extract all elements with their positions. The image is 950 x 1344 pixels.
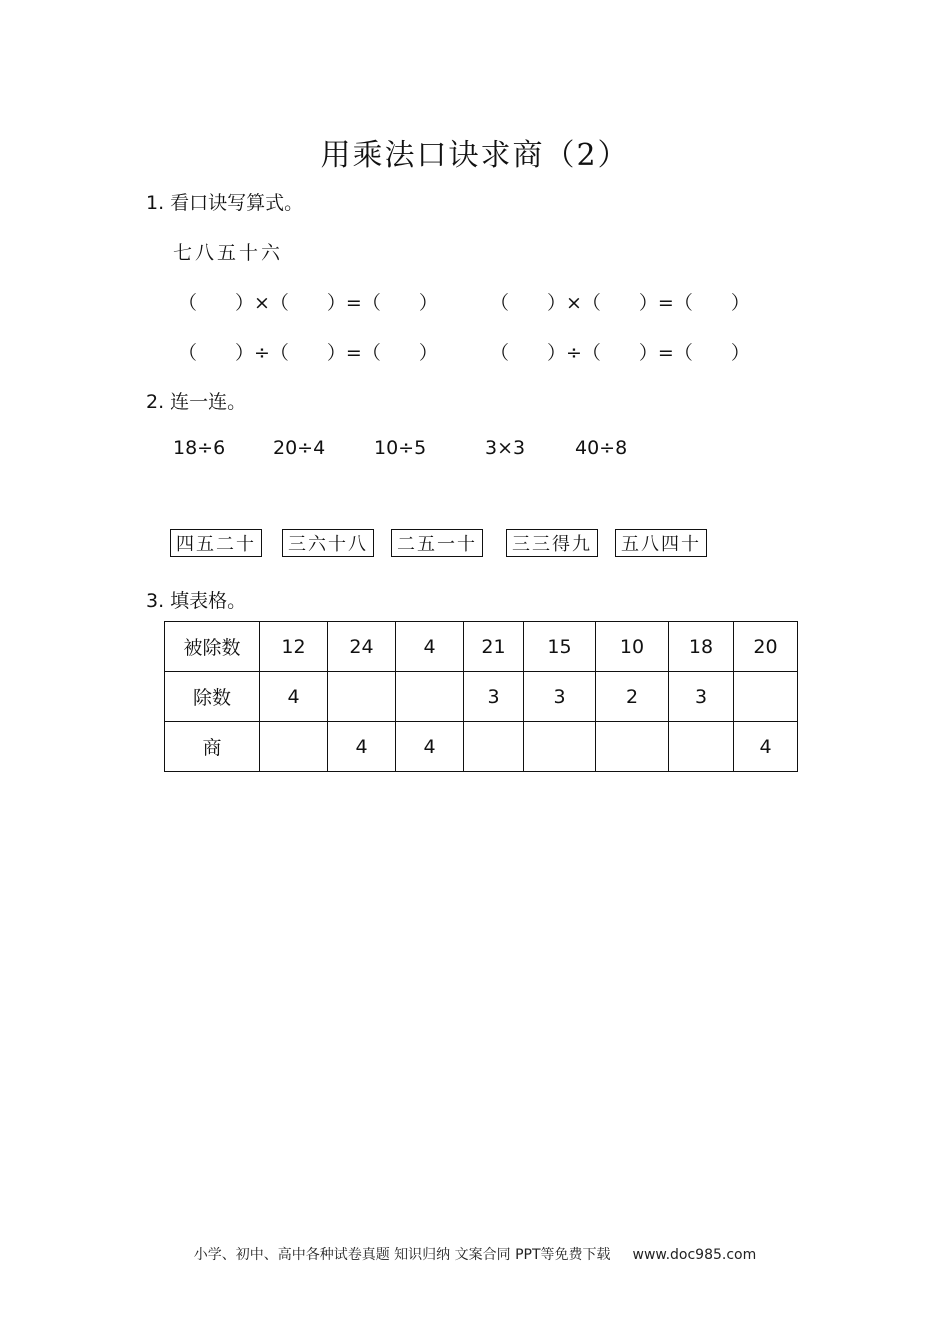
table-cell: 20	[734, 622, 798, 672]
footer-link[interactable]: www.doc985.com	[632, 1247, 757, 1263]
table-cell: 3	[669, 672, 734, 722]
table-cell: 4	[328, 722, 396, 772]
expression: 20÷4	[273, 437, 326, 459]
table-cell	[524, 722, 596, 772]
rhyme-box: 四五二十	[170, 529, 262, 557]
table-row	[165, 672, 798, 722]
division-table	[164, 621, 798, 772]
equation-blank: （ ）÷（ ）=（ ）	[490, 342, 750, 364]
expression: 18÷6	[173, 437, 226, 459]
table-cell	[669, 722, 734, 772]
row-header: 除数	[165, 672, 260, 722]
table-cell: 12	[260, 622, 328, 672]
table-row	[165, 622, 798, 672]
table-cell	[464, 722, 524, 772]
table-cell	[396, 672, 464, 722]
page-title: 用乘法口诀求商（2）	[320, 138, 630, 173]
rhyme-box: 二五一十	[391, 529, 483, 557]
table-cell	[328, 672, 396, 722]
expression: 10÷5	[374, 437, 427, 459]
question-3-heading: 3. 填表格。	[146, 590, 247, 612]
table-cell: 18	[669, 622, 734, 672]
table-cell: 2	[596, 672, 669, 722]
question-2-heading: 2. 连一连。	[146, 391, 247, 413]
footer-text: 小学、初中、高中各种试卷真题 知识归纳 文案合同 PPT等免费下载	[193, 1247, 611, 1263]
table-row	[165, 722, 798, 772]
table-cell: 3	[464, 672, 524, 722]
rhyme-text: 七八五十六	[173, 242, 284, 264]
table-cell: 4	[396, 622, 464, 672]
table-cell: 4	[260, 672, 328, 722]
table-cell: 4	[396, 722, 464, 772]
equation-blank: （ ）×（ ）=（ ）	[490, 292, 750, 314]
row-header: 商	[165, 722, 260, 772]
table-cell	[734, 672, 798, 722]
rhyme-box: 三六十八	[282, 529, 374, 557]
equation-blank: （ ）×（ ）=（ ）	[178, 292, 438, 314]
question-1-heading: 1. 看口诀写算式。	[146, 192, 304, 214]
table-cell	[260, 722, 328, 772]
rhyme-box: 三三得九	[506, 529, 598, 557]
table-cell: 15	[524, 622, 596, 672]
table-cell: 24	[328, 622, 396, 672]
table-cell: 4	[734, 722, 798, 772]
table-cell: 10	[596, 622, 669, 672]
row-header: 被除数	[165, 622, 260, 672]
table-cell: 3	[524, 672, 596, 722]
footer	[0, 1244, 950, 1264]
table-cell: 21	[464, 622, 524, 672]
table-cell	[596, 722, 669, 772]
rhyme-box: 五八四十	[615, 529, 707, 557]
equation-blank: （ ）÷（ ）=（ ）	[178, 342, 438, 364]
expression: 40÷8	[575, 437, 628, 459]
expression: 3×3	[485, 437, 526, 459]
